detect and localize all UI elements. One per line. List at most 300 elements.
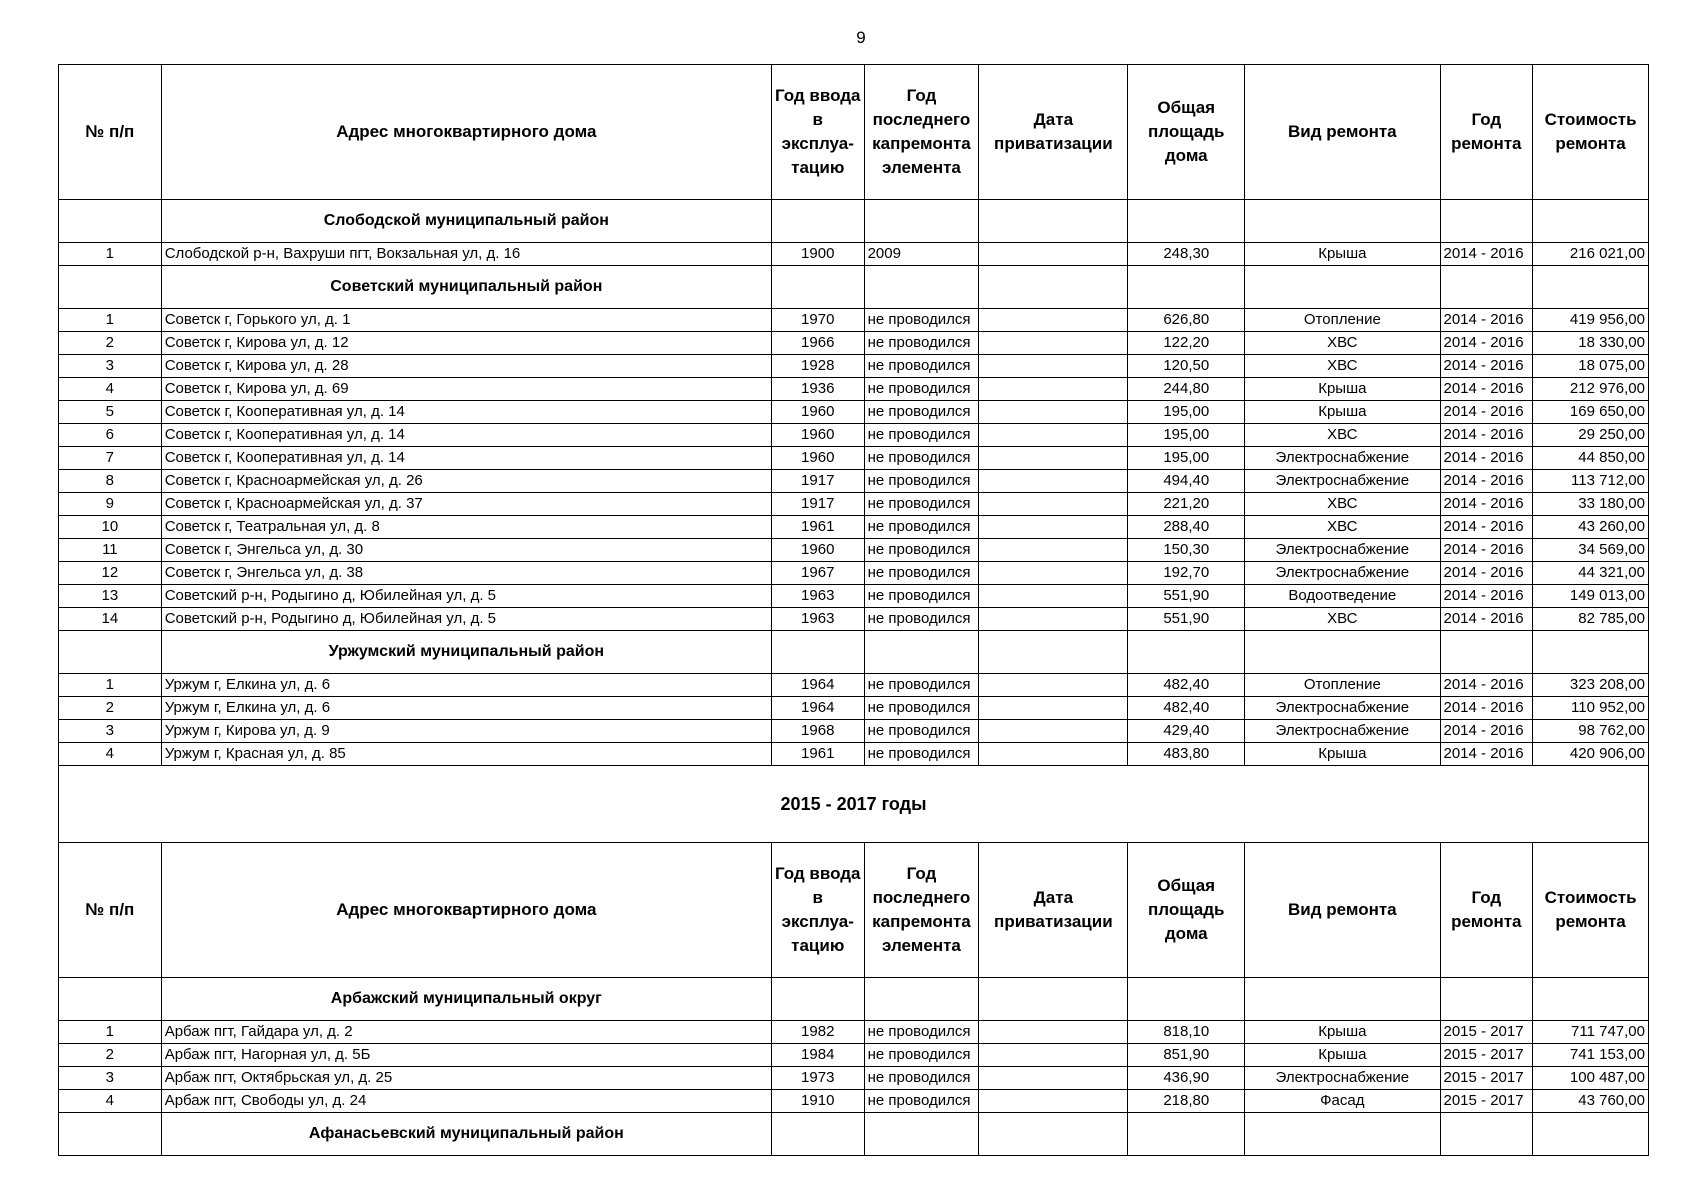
district-empty-cell [1128,978,1245,1021]
header-privatization-date: Дата приватизации [979,65,1128,200]
year-commissioned: 1966 [771,332,864,355]
total-area: 122,20 [1128,332,1245,355]
last-repair-year: не проводился [864,309,979,332]
last-repair-year: не проводился [864,562,979,585]
address: Советск г, Горького ул, д. 1 [161,309,771,332]
district-empty-cell [1440,266,1533,309]
address: Советск г, Кооперативная ул, д. 14 [161,424,771,447]
row-number: 1 [59,674,162,697]
total-area: 288,40 [1128,516,1245,539]
year-commissioned: 1964 [771,674,864,697]
row-number: 12 [59,562,162,585]
repair-type: Крыша [1245,1021,1440,1044]
row-number: 1 [59,309,162,332]
repair-cost: 18 330,00 [1533,332,1649,355]
district-empty-cell [1440,200,1533,243]
last-repair-year: не проводился [864,516,979,539]
last-repair-year: не проводился [864,1067,979,1090]
total-area: 218,80 [1128,1090,1245,1113]
repair-type: Электроснабжение [1245,1067,1440,1090]
header-row [59,843,1649,978]
repair-years: 2014 - 2016 [1440,424,1533,447]
row-number: 7 [59,447,162,470]
repair-years: 2014 - 2016 [1440,743,1533,766]
repair-cost: 216 021,00 [1533,243,1649,266]
district-empty-cell [1245,1113,1440,1156]
privatization-date [979,539,1128,562]
repair-years: 2014 - 2016 [1440,243,1533,266]
last-repair-year: не проводился [864,1090,979,1113]
address: Уржум г, Кирова ул, д. 9 [161,720,771,743]
repair-type: ХВС [1245,355,1440,378]
total-area: 221,20 [1128,493,1245,516]
repair-type: Электроснабжение [1245,720,1440,743]
repair-years: 2014 - 2016 [1440,447,1533,470]
repair-type: Электроснабжение [1245,562,1440,585]
header-total-area: Общая площадь дома [1128,843,1245,978]
district-name: Уржумский муниципальный район [161,631,771,674]
total-area: 482,40 [1128,697,1245,720]
table-row [59,447,1649,470]
repair-schedule-table [58,64,1649,1156]
repair-cost: 741 153,00 [1533,1044,1649,1067]
header-repair-years: Год ремонта [1440,843,1533,978]
privatization-date [979,378,1128,401]
last-repair-year: не проводился [864,608,979,631]
header-row [59,65,1649,200]
repair-years: 2014 - 2016 [1440,585,1533,608]
last-repair-year: не проводился [864,1021,979,1044]
address: Арбаж пгт, Октябрьская ул, д. 25 [161,1067,771,1090]
row-number: 3 [59,1067,162,1090]
header-last-repair-year: Год последнего капремонта элемента [864,65,979,200]
table-row [59,562,1649,585]
district-empty-cell [864,1113,979,1156]
row-number: 13 [59,585,162,608]
repair-years: 2014 - 2016 [1440,470,1533,493]
district-empty-cell [979,978,1128,1021]
repair-type: Электроснабжение [1245,447,1440,470]
table-row [59,608,1649,631]
repair-cost: 98 762,00 [1533,720,1649,743]
district-empty-cell [1440,1113,1533,1156]
last-repair-year: не проводился [864,355,979,378]
repair-cost: 419 956,00 [1533,309,1649,332]
row-number: 1 [59,243,162,266]
privatization-date [979,424,1128,447]
district-empty-cell [1128,631,1245,674]
header-year-commissioned: Год ввода в эксплуа-тацию [771,843,864,978]
total-area: 195,00 [1128,401,1245,424]
table-row [59,539,1649,562]
district-empty-cell [771,200,864,243]
header-row-number: № п/п [59,65,162,200]
header-repair-type: Вид ремонта [1245,843,1440,978]
table-row [59,1067,1649,1090]
last-repair-year: не проводился [864,539,979,562]
total-area: 429,40 [1128,720,1245,743]
repair-cost: 82 785,00 [1533,608,1649,631]
last-repair-year: не проводился [864,585,979,608]
privatization-date [979,608,1128,631]
district-empty-cell [1245,200,1440,243]
address: Советск г, Кирова ул, д. 12 [161,332,771,355]
address: Советск г, Кирова ул, д. 28 [161,355,771,378]
privatization-date [979,1044,1128,1067]
year-commissioned: 1936 [771,378,864,401]
repair-type: Электроснабжение [1245,470,1440,493]
year-commissioned: 1960 [771,447,864,470]
repair-type: Крыша [1245,743,1440,766]
header-address: Адрес многоквартирного дома [161,843,771,978]
row-number: 1 [59,1021,162,1044]
repair-years: 2014 - 2016 [1440,401,1533,424]
district-empty-cell [1245,978,1440,1021]
row-number: 11 [59,539,162,562]
district-empty-cell [1245,631,1440,674]
district-empty-cell [979,266,1128,309]
header-row-number: № п/п [59,843,162,978]
address: Советск г, Красноармейская ул, д. 26 [161,470,771,493]
repair-cost: 420 906,00 [1533,743,1649,766]
header-repair-type: Вид ремонта [1245,65,1440,200]
total-area: 482,40 [1128,674,1245,697]
header-address: Адрес многоквартирного дома [161,65,771,200]
last-repair-year: не проводился [864,424,979,447]
header-repair-cost: Стоимость ремонта [1533,65,1649,200]
period-title: 2015 - 2017 годы [59,766,1649,843]
district-empty-cell [771,266,864,309]
row-number: 4 [59,378,162,401]
privatization-date [979,697,1128,720]
district-empty-cell [1128,1113,1245,1156]
year-commissioned: 1928 [771,355,864,378]
table-row [59,493,1649,516]
total-area: 851,90 [1128,1044,1245,1067]
address: Арбаж пгт, Свободы ул, д. 24 [161,1090,771,1113]
table-row [59,1021,1649,1044]
address: Арбаж пгт, Нагорная ул, д. 5Б [161,1044,771,1067]
year-commissioned: 1967 [771,562,864,585]
repair-type: Отопление [1245,309,1440,332]
privatization-date [979,1067,1128,1090]
district-empty-cell [771,1113,864,1156]
year-commissioned: 1960 [771,401,864,424]
year-commissioned: 1963 [771,585,864,608]
address: Уржум г, Елкина ул, д. 6 [161,674,771,697]
repair-type: ХВС [1245,424,1440,447]
row-number: 14 [59,608,162,631]
privatization-date [979,743,1128,766]
row-number: 2 [59,332,162,355]
privatization-date [979,562,1128,585]
total-area: 150,30 [1128,539,1245,562]
district-name: Арбажский муниципальный округ [161,978,771,1021]
table-row [59,309,1649,332]
total-area: 244,80 [1128,378,1245,401]
privatization-date [979,332,1128,355]
district-empty-cell [864,200,979,243]
district-empty-cell [59,978,162,1021]
table-row [59,401,1649,424]
privatization-date [979,493,1128,516]
privatization-date [979,309,1128,332]
row-number: 2 [59,1044,162,1067]
address: Уржум г, Елкина ул, д. 6 [161,697,771,720]
repair-cost: 34 569,00 [1533,539,1649,562]
row-number: 8 [59,470,162,493]
table-row [59,355,1649,378]
row-number: 4 [59,743,162,766]
table-row [59,743,1649,766]
table-row [59,585,1649,608]
row-number: 3 [59,355,162,378]
privatization-date [979,516,1128,539]
repair-type: Электроснабжение [1245,697,1440,720]
year-commissioned: 1900 [771,243,864,266]
district-empty-cell [1533,978,1649,1021]
year-commissioned: 1970 [771,309,864,332]
total-area: 551,90 [1128,585,1245,608]
last-repair-year: не проводился [864,401,979,424]
total-area: 818,10 [1128,1021,1245,1044]
last-repair-year: не проводился [864,720,979,743]
district-empty-cell [59,200,162,243]
address: Советск г, Кооперативная ул, д. 14 [161,401,771,424]
district-empty-cell [1245,266,1440,309]
table-row [59,720,1649,743]
repair-years: 2015 - 2017 [1440,1090,1533,1113]
header-repair-cost: Стоимость ремонта [1533,843,1649,978]
privatization-date [979,243,1128,266]
repair-years: 2014 - 2016 [1440,355,1533,378]
repair-cost: 169 650,00 [1533,401,1649,424]
repair-cost: 44 321,00 [1533,562,1649,585]
district-row [59,200,1649,243]
repair-type: Крыша [1245,401,1440,424]
last-repair-year: не проводился [864,447,979,470]
repair-cost: 100 487,00 [1533,1067,1649,1090]
address: Уржум г, Красная ул, д. 85 [161,743,771,766]
address: Советск г, Энгельса ул, д. 30 [161,539,771,562]
repair-years: 2015 - 2017 [1440,1044,1533,1067]
district-empty-cell [771,631,864,674]
last-repair-year: не проводился [864,743,979,766]
privatization-date [979,1021,1128,1044]
total-area: 483,80 [1128,743,1245,766]
privatization-date [979,1090,1128,1113]
year-commissioned: 1973 [771,1067,864,1090]
district-empty-cell [979,1113,1128,1156]
total-area: 248,30 [1128,243,1245,266]
district-empty-cell [864,978,979,1021]
total-area: 626,80 [1128,309,1245,332]
year-commissioned: 1982 [771,1021,864,1044]
repair-years: 2014 - 2016 [1440,378,1533,401]
repair-years: 2014 - 2016 [1440,493,1533,516]
year-commissioned: 1917 [771,470,864,493]
row-number: 10 [59,516,162,539]
repair-type: ХВС [1245,608,1440,631]
repair-cost: 149 013,00 [1533,585,1649,608]
total-area: 551,90 [1128,608,1245,631]
year-commissioned: 1963 [771,608,864,631]
table-row [59,332,1649,355]
district-empty-cell [979,631,1128,674]
table-row [59,470,1649,493]
repair-cost: 212 976,00 [1533,378,1649,401]
repair-type: Электроснабжение [1245,539,1440,562]
repair-cost: 18 075,00 [1533,355,1649,378]
repair-type: ХВС [1245,516,1440,539]
year-commissioned: 1917 [771,493,864,516]
repair-years: 2014 - 2016 [1440,562,1533,585]
repair-years: 2014 - 2016 [1440,332,1533,355]
district-empty-cell [1533,1113,1649,1156]
period-row [59,766,1649,843]
privatization-date [979,720,1128,743]
repair-cost: 29 250,00 [1533,424,1649,447]
district-empty-cell [1128,266,1245,309]
last-repair-year: не проводился [864,493,979,516]
repair-type: Водоотведение [1245,585,1440,608]
year-commissioned: 1960 [771,424,864,447]
year-commissioned: 1964 [771,697,864,720]
repair-type: Крыша [1245,1044,1440,1067]
district-empty-cell [864,631,979,674]
address: Слободской р-н, Вахруши пгт, Вокзальная ул, д. 16 [161,243,771,266]
district-name: Слободской муниципальный район [161,200,771,243]
repair-type: Крыша [1245,243,1440,266]
district-empty-cell [59,631,162,674]
privatization-date [979,355,1128,378]
table-row [59,378,1649,401]
district-empty-cell [1533,200,1649,243]
privatization-date [979,447,1128,470]
total-area: 195,00 [1128,447,1245,470]
address: Советск г, Красноармейская ул, д. 37 [161,493,771,516]
district-name: Советский муниципальный район [161,266,771,309]
page-number: 9 [856,28,866,47]
year-commissioned: 1968 [771,720,864,743]
repair-type: Отопление [1245,674,1440,697]
repair-years: 2015 - 2017 [1440,1067,1533,1090]
header-total-area: Общая площадь дома [1128,65,1245,200]
total-area: 436,90 [1128,1067,1245,1090]
repair-years: 2014 - 2016 [1440,516,1533,539]
table-row [59,1044,1649,1067]
repair-years: 2014 - 2016 [1440,674,1533,697]
address: Советский р-н, Родыгино д, Юбилейная ул, д. 5 [161,585,771,608]
repair-cost: 43 760,00 [1533,1090,1649,1113]
total-area: 192,70 [1128,562,1245,585]
privatization-date [979,674,1128,697]
district-empty-cell [1128,200,1245,243]
repair-cost: 43 260,00 [1533,516,1649,539]
repair-type: ХВС [1245,493,1440,516]
repair-cost: 33 180,00 [1533,493,1649,516]
repair-years: 2014 - 2016 [1440,539,1533,562]
row-number: 2 [59,697,162,720]
header-privatization-date: Дата приватизации [979,843,1128,978]
privatization-date [979,470,1128,493]
header-year-commissioned: Год ввода в эксплуа-тацию [771,65,864,200]
repair-cost: 323 208,00 [1533,674,1649,697]
table-row [59,424,1649,447]
district-row [59,1113,1649,1156]
district-empty-cell [59,1113,162,1156]
address: Советск г, Кирова ул, д. 69 [161,378,771,401]
repair-cost: 113 712,00 [1533,470,1649,493]
district-row [59,978,1649,1021]
table-row [59,697,1649,720]
repair-years: 2014 - 2016 [1440,720,1533,743]
total-area: 494,40 [1128,470,1245,493]
district-empty-cell [1440,631,1533,674]
year-commissioned: 1961 [771,516,864,539]
district-empty-cell [864,266,979,309]
district-row [59,266,1649,309]
table-row [59,243,1649,266]
repair-type: ХВС [1245,332,1440,355]
table-row [59,1090,1649,1113]
row-number: 9 [59,493,162,516]
repair-cost: 110 952,00 [1533,697,1649,720]
address: Советск г, Энгельса ул, д. 38 [161,562,771,585]
row-number: 3 [59,720,162,743]
repair-type: Крыша [1245,378,1440,401]
privatization-date [979,585,1128,608]
repair-years: 2014 - 2016 [1440,309,1533,332]
district-name: Афанасьевский муниципальный район [161,1113,771,1156]
year-commissioned: 1910 [771,1090,864,1113]
repair-type: Фасад [1245,1090,1440,1113]
last-repair-year: не проводился [864,1044,979,1067]
header-last-repair-year: Год последнего капремонта элемента [864,843,979,978]
repair-years: 2015 - 2017 [1440,1021,1533,1044]
table-row [59,516,1649,539]
repair-years: 2014 - 2016 [1440,608,1533,631]
last-repair-year: не проводился [864,378,979,401]
district-empty-cell [1440,978,1533,1021]
year-commissioned: 1961 [771,743,864,766]
row-number: 6 [59,424,162,447]
year-commissioned: 1984 [771,1044,864,1067]
last-repair-year: 2009 [864,243,979,266]
last-repair-year: не проводился [864,674,979,697]
privatization-date [979,401,1128,424]
last-repair-year: не проводился [864,697,979,720]
district-empty-cell [1533,266,1649,309]
repair-years: 2014 - 2016 [1440,697,1533,720]
district-empty-cell [771,978,864,1021]
row-number: 5 [59,401,162,424]
year-commissioned: 1960 [771,539,864,562]
district-row [59,631,1649,674]
header-repair-years: Год ремонта [1440,65,1533,200]
repair-cost: 711 747,00 [1533,1021,1649,1044]
row-number: 4 [59,1090,162,1113]
table-row [59,674,1649,697]
address: Советск г, Театральная ул, д. 8 [161,516,771,539]
address: Советск г, Кооперативная ул, д. 14 [161,447,771,470]
district-empty-cell [1533,631,1649,674]
repair-cost: 44 850,00 [1533,447,1649,470]
last-repair-year: не проводился [864,332,979,355]
district-empty-cell [979,200,1128,243]
address: Советский р-н, Родыгино д, Юбилейная ул, д. 5 [161,608,771,631]
total-area: 120,50 [1128,355,1245,378]
